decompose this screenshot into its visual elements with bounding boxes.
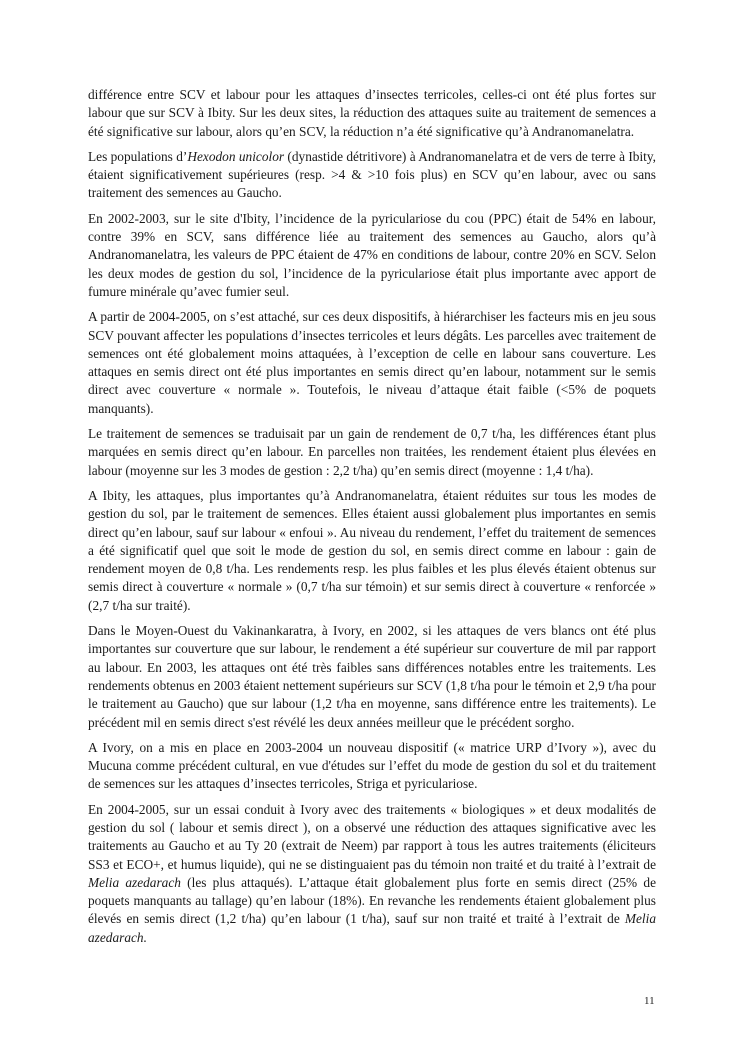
paragraph xyxy=(88,86,656,141)
italic-term: Melia azedarach xyxy=(88,874,181,890)
text-run: En 2002-2003, sur le site d'Ibity, l’incidence de la pyriculariose du cou (PPC) était de 54% en labour, contre 39% en SCV, sans différence liée au traitement des semences au Gaucho, alors qu’à Andranomanelatra, les valeurs de PPC étaient de 47% en conditions de labour, contre 20% en SCV. Selon les deux modes de gestion du sol, l’incidence de la pyriculariose était plus importante avec apport de fumure minérale qu’avec fumier seul. xyxy=(88,210,656,299)
text-run: A Ibity, les attaques, plus importantes qu’à Andranomanelatra, étaient réduites sur tous les modes de gestion du sol, par le traitement de semences. Elles étaient aussi globalement plus importantes en semis direct qu’en labour, sauf sur labour « enfoui ». Au niveau du rendement, l’effet du traitement de semences a été significatif quel que soit le mode de gestion du sol, en semis direct comme en labour : gain de rendement moyen de 0,8 t/ha. Les rendements resp. les plus faibles et les plus élevés étaient obtenus sur semis direct à couverture « normale » (0,7 t/ha sur témoin) et sur semis direct à couverture « renforcée » (2,7 t/ha sur traité). xyxy=(88,487,656,613)
italic-term: Melia azedarach. xyxy=(88,911,656,945)
paragraph xyxy=(88,801,656,947)
text-run: différence entre SCV et labour pour les attaques d’insectes terricoles, celles-ci ont été plus fortes sur labour que sur SCV à Ibity. Sur les deux sites, la réduction des attaques suite au traitement de semences a été significative sur labour, alors qu’en SCV, la réduction n’a été significative qu’à Andranomanelatra. xyxy=(88,87,656,139)
italic-term: Hexodon unicolor xyxy=(187,148,285,164)
paragraph xyxy=(88,148,656,203)
text-run: (les plus attaqués). L’attaque était globalement plus forte en semis direct (25% de poquets manquants au tallage) qu’en labour (18%). En revanche les rendements étaient globalement plus élevés en semis direct (1,2 t/ha) qu’en labour (1 t/ha), sauf sur non traité et traité à l’extrait de xyxy=(88,874,656,927)
text-run: Les populations d’ xyxy=(88,148,188,164)
page-body xyxy=(88,86,656,954)
text-run: A partir de 2004-2005, on s’est attaché, sur ces deux dispositifs, à hiérarchiser les facteurs mis en jeu sous SCV pouvant affecter les populations d’insectes terricoles et leurs dégâts. Les parcelles avec traitement de semences ont été globalement moins attaquées, à l’exception de celle en labour sans couverture. Les attaques en semis direct ont été plus importantes en semis direct qu’en labour, notamment sur le semis direct avec couverture « normale ». Toutefois, le niveau d’attaque était faible (<5% de poquets manquants). xyxy=(88,309,656,416)
paragraph xyxy=(88,210,656,301)
page-number: 11 xyxy=(644,995,655,1007)
paragraph xyxy=(88,487,656,615)
paragraph xyxy=(88,425,656,480)
text-run: (dynastide détritivore) à Andranomanelatra et de vers de terre à Ibity, étaient significativement supérieures (resp. >4 & >10 fois plus) en SCV qu’en labour, avec ou sans traitement des semences au Gaucho. xyxy=(88,148,656,201)
paragraph xyxy=(88,739,656,794)
paragraph xyxy=(88,308,656,418)
text-run: A Ivory, on a mis en place en 2003-2004 un nouveau dispositif (« matrice URP d’Ivory »), avec du Mucuna comme précédent cultural, en vue d'études sur l’effet du mode de gestion du sol et du traitement de semences sur les attaques d’insectes terricoles, Striga et pyriculariose. xyxy=(88,739,656,792)
paragraph xyxy=(88,622,656,732)
text-run: Dans le Moyen-Ouest du Vakinankaratra, à Ivory, en 2002, si les attaques de vers blancs ont été plus importantes sur couverture que sur labour, le rendement a été supérieur sur couverture de mil par rapport au labour. En 2003, les attaques ont été très faibles sans différences notables entre les traitements. Les rendements obtenus en 2003 étaient nettement supérieurs sur SCV (1,8 t/ha pour le témoin et 2,9 t/ha pour le traitement au Gaucho) que sur labour (1,2 t/ha en moyenne, sans différence entre les traitements). Le précédent mil en semis direct s'est révélé les deux années meilleur que le précédent sorgho. xyxy=(88,623,656,730)
text-run: Le traitement de semences se traduisait par un gain de rendement de 0,7 t/ha, les différences étant plus marquées en semis direct qu’en labour. En parcelles non traitées, les rendement étaient plus élevées en labour (moyenne sur les 3 modes de gestion : 2,2 t/ha) qu’en semis direct (moyenne : 1,4 t/ha). xyxy=(88,426,656,478)
text-run: En 2004-2005, sur un essai conduit à Ivory avec des traitements « biologiques » et deux modalités de gestion du sol ( labour et semis direct ), on a observé une réduction des attaques significative avec les traitements au Gaucho et au Ty 20 (extrait de Neem) par rapport à tous les autres traitements (éliciteurs SS3 et ECO+, et humus liquide), qui ne se distinguaient pas du témoin non traité et du traité à l’extrait de xyxy=(88,801,656,872)
